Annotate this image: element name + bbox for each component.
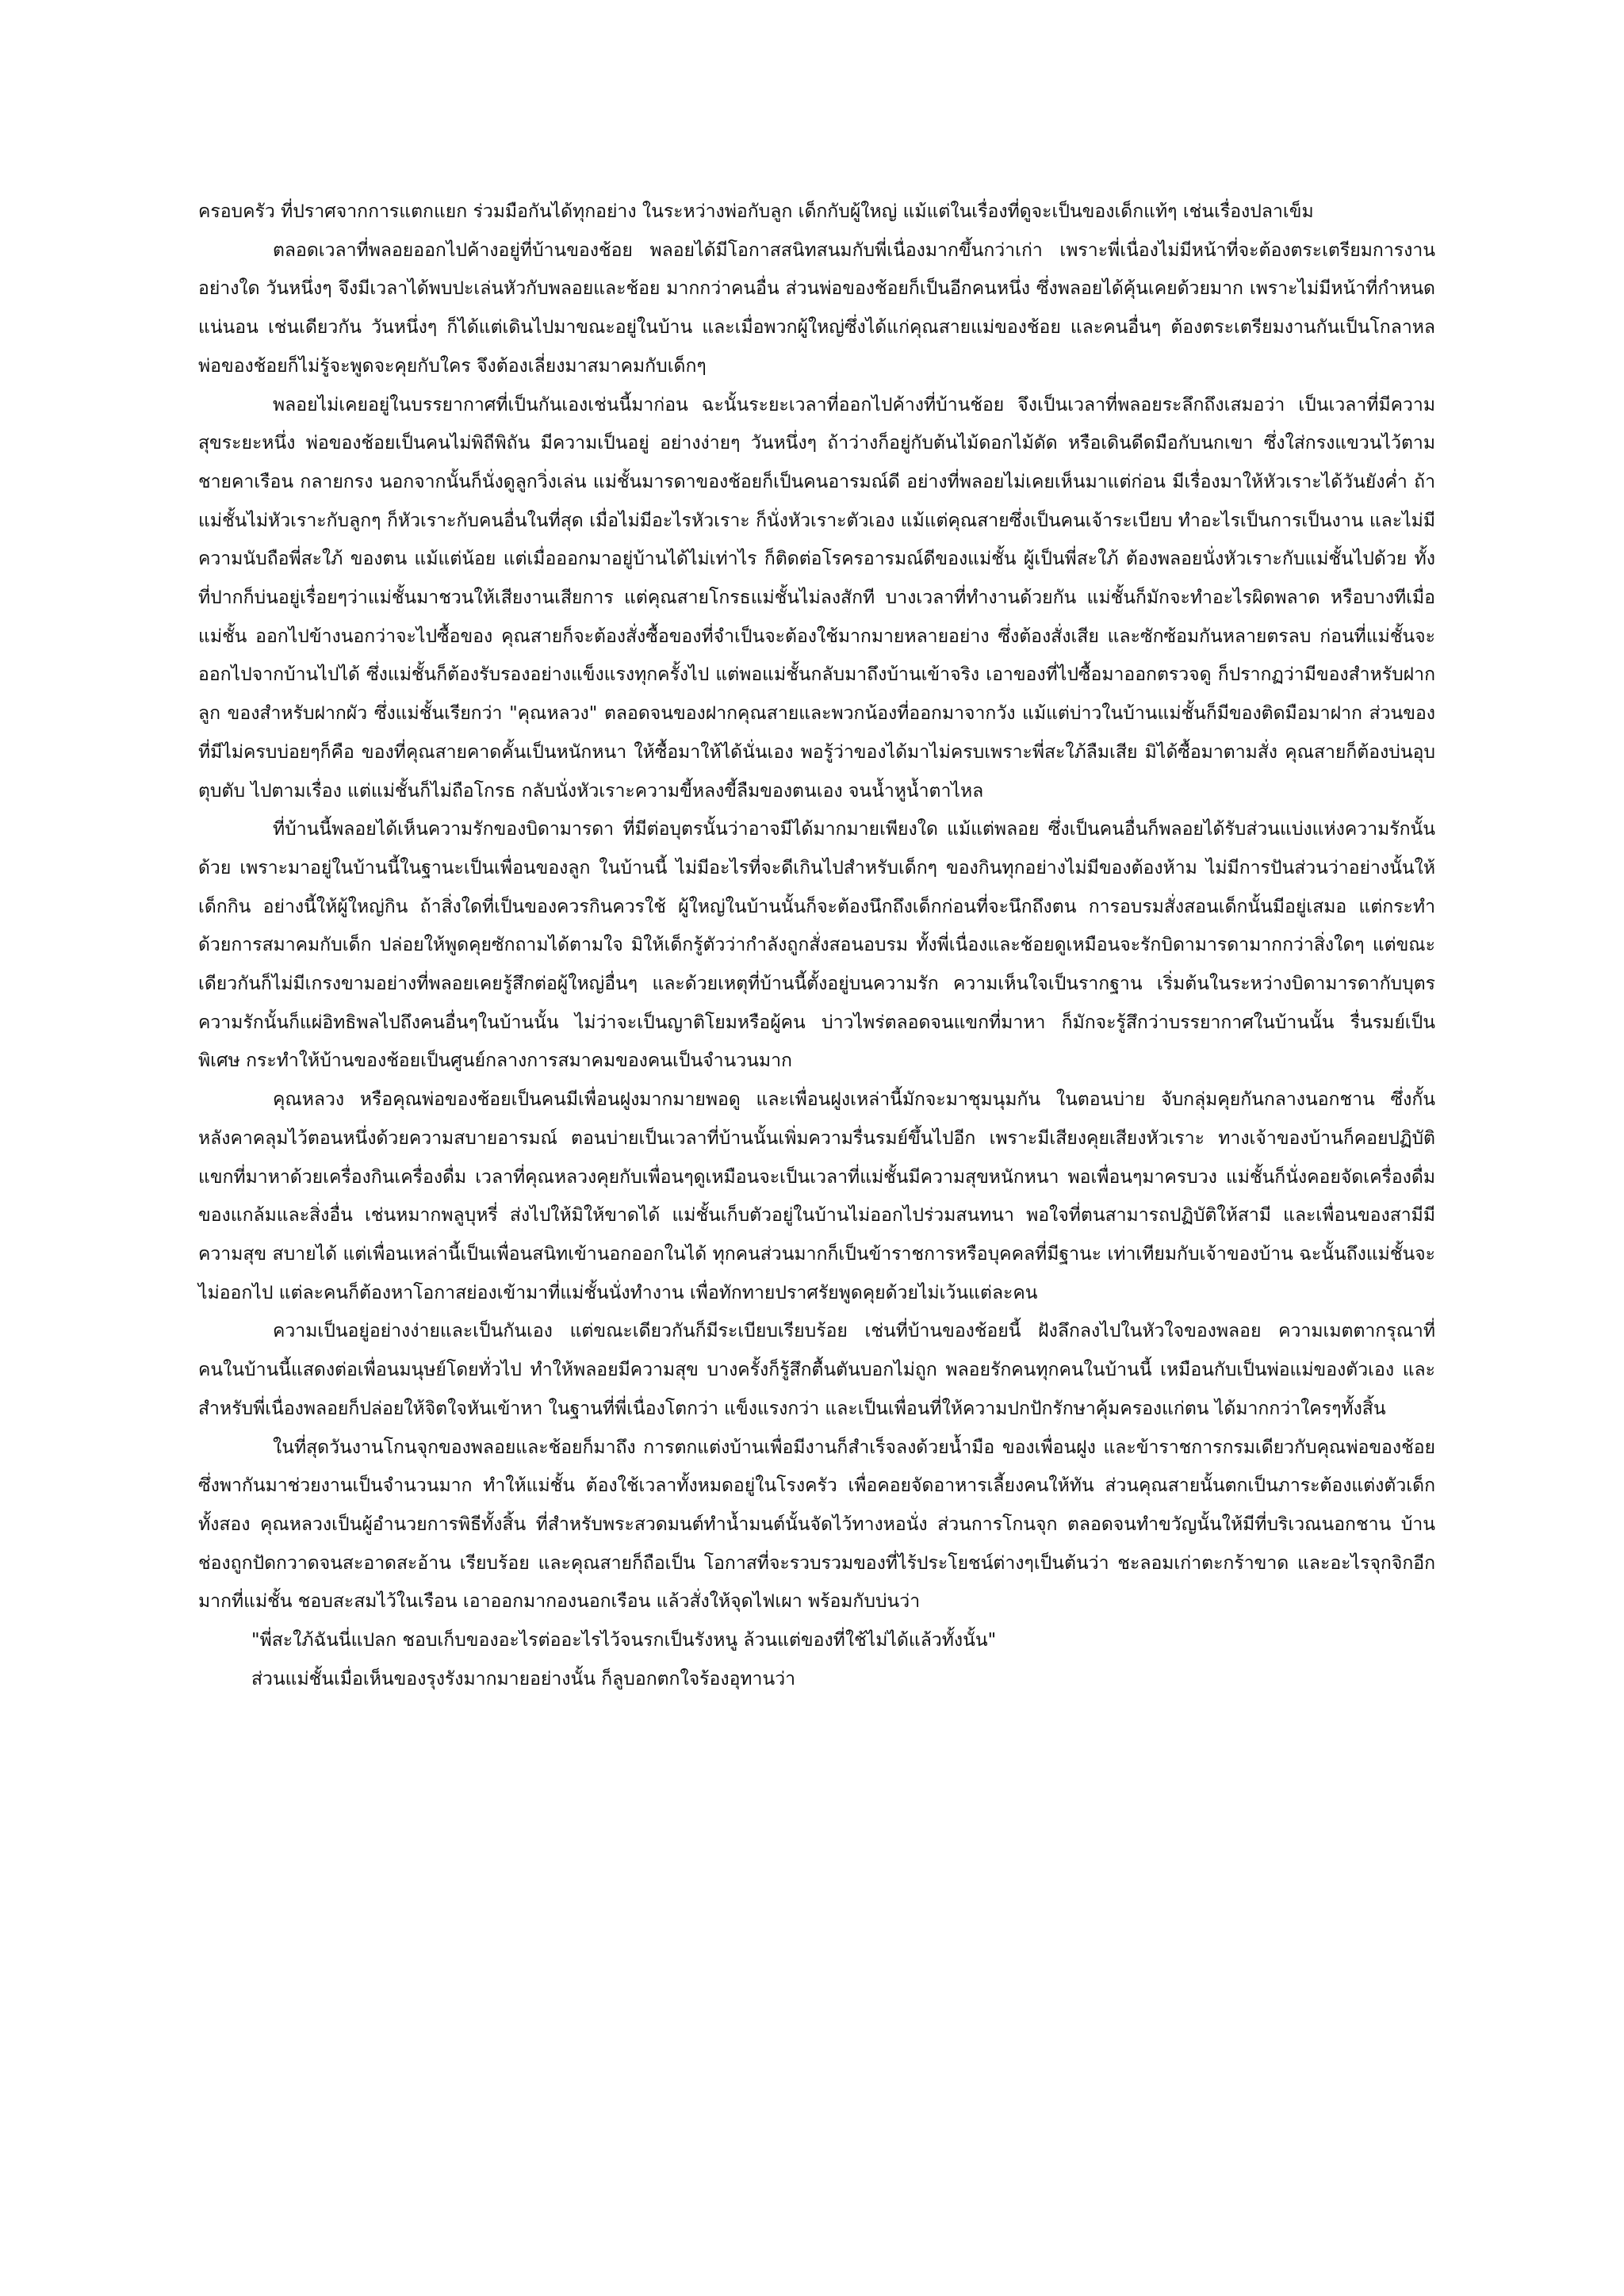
paragraph: คุณหลวง หรือคุณพ่อของช้อยเป็นคนมีเพื่อนฝูงมากมายพอดู และเพื่อนฝูงเหล่านี้มักจะมาชุมนุมกัน ในตอนบ่าย จับกลุ่มคุยกันกลางนอกชาน ซึ่งกั้นหลังคาคลุมไว้ตอนหนึ่งด้วยความสบายอารมณ์ ตอนบ่ายเป็นเวลาที่บ้านนั้นเพิ่มความรื่นรมย์ขึ้นไปอีก เพราะมีเสียงคุยเสียงหัวเราะ ทางเจ้าของบ้านก็คอยปฏิบัติ แขกที่มาหาด้วยเครื่องกินเครื่องดื่ม เวลาที่คุณหลวงคุยกับเพื่อนๆดูเหมือนจะเป็นเวลาที่แม่ชั้นมีความสุขหนักหนา พอเพื่อนๆมาครบวง แม่ชั้นก็นั่งคอยจัดเครื่องดื่มของแกล้มและสิ่งอื่น เช่นหมากพลูบุหรี่ ส่งไปให้มิให้ขาดได้ แม่ชั้นเก็บตัวอยู่ในบ้านไม่ออกไปร่วมสนทนา พอใจที่ตนสามารถปฏิบัติให้สามี และเพื่อนของสามีมีความสุข สบายได้ แต่เพื่อนเหล่านี้เป็นเพื่อนสนิทเข้านอกออกในได้ ทุกคนส่วนมากก็เป็นข้าราชการหรือบุคคลที่มีฐานะ เท่าเทียมกับเจ้าของบ้าน ฉะนั้นถึงแม่ชั้นจะไม่ออกไป แต่ละคนก็ต้องหาโอกาสย่องเข้ามาที่แม่ชั้นนั่งทำงาน เพื่อทักทายปราศรัยพูดคุยด้วยไม่เว้นแต่ละคน (198, 1089, 1435, 1303)
paragraph-continuation: ครอบครัว ที่ปราศจากการแตกแยก ร่วมมือกันได้ทุกอย่าง ในระหว่างพ่อกับลูก เด็กกับผู้ใหญ่ แม้แต่ในเรื่องที่ดูจะเป็นของเด็กแท้ๆ เช่นเรื่องปลาเข็ม (198, 201, 1314, 222)
paragraph: ตลอดเวลาที่พลอยออกไปค้างอยู่ที่บ้านของช้อย พลอยได้มีโอกาสสนิทสนมกับพี่เนื่องมากขึ้นกว่าเก่า เพราะพี่เนื่องไม่มีหน้าที่จะต้องตระเตรียมการงานอย่างใด วันหนึ่งๆ จึงมีเวลาได้พบปะเล่นหัวกับพลอยและช้อย มากกว่าคนอื่น ส่วนพ่อของช้อยก็เป็นอีกคนหนึ่ง ซึ่งพลอยได้คุ้นเคยด้วยมาก เพราะไม่มีหน้าที่กำหนดแน่นอน เช่นเดียวกัน วันหนึ่งๆ ก็ได้แต่เดินไปมาขณะอยู่ในบ้าน และเมื่อพวกผู้ใหญ่ซึ่งได้แก่คุณสายแม่ของช้อย และคนอื่นๆ ต้องตระเตรียมงานกันเป็นโกลาหล พ่อของช้อยก็ไม่รู้จะพูดจะคุยกับใคร จึงต้องเลี่ยงมาสมาคมกับเด็กๆ (198, 239, 1435, 377)
paragraph: พลอยไม่เคยอยู่ในบรรยากาศที่เป็นกันเองเช่นนี้มาก่อน ฉะนั้นระยะเวลาที่ออกไปค้างที่บ้านช้อย จึงเป็นเวลาที่พลอยระลึกถึงเสมอว่า เป็นเวลาที่มีความสุขระยะหนึ่ง พ่อของช้อยเป็นคนไม่พิถีพิถัน มีความเป็นอยู่ อย่างง่ายๆ วันหนึ่งๆ ถ้าว่างก็อยู่กับต้นไม้ดอกไม้ดัด หรือเดินดีดมือกับนกเขา ซึ่งใส่กรงแขวนไว้ตามชายคาเรือน กลายกรง นอกจากนั้นก็นั่งดูลูกวิ่งเล่น แม่ชั้นมารดาของช้อยก็เป็นคนอารมณ์ดี อย่างที่พลอยไม่เคยเห็นมาแต่ก่อน มีเรื่องมาให้หัวเราะได้วันยังค่ำ ถ้าแม่ชั้นไม่หัวเราะกับลูกๆ ก็หัวเราะกับคนอื่นในที่สุด เมื่อไม่มีอะไรหัวเราะ ก็นั่งหัวเราะตัวเอง แม้แต่คุณสายซึ่งเป็นคนเจ้าระเบียบ ทำอะไรเป็นการเป็นงาน และไม่มีความนับถือพี่สะใภ้ ของตน แม้แต่น้อย แต่เมื่อออกมาอยู่บ้านได้ไม่เท่าไร ก็ติดต่อโรครอารมณ์ดีของแม่ชั้น ผู้เป็นพี่สะใภ้ ต้องพลอยนั่งหัวเราะกับแม่ชั้นไปด้วย ทั้งที่ปากก็บ่นอยู่เรื่อยๆว่าแม่ชั้นมาชวนให้เสียงานเสียการ แต่คุณสายโกรธแม่ชั้นไม่ลงสักที บางเวลาที่ทำงานด้วยกัน แม่ชั้นก็มักจะทำอะไรผิดพลาด หรือบางทีเมื่อแม่ชั้น ออกไปข้างนอกว่าจะไปซื้อของ คุณสายก็จะต้องสั่งซื้อของที่จำเป็นจะต้องใช้มากมายหลายอย่าง ซึ่งต้องสั่งเสีย และซักซ้อมกันหลายตรลบ ก่อนที่แม่ชั้นจะออกไปจากบ้านไปได้ ซึ่งแม่ชั้นก็ต้องรับรองอย่างแข็งแรงทุกครั้งไป แต่พอแม่ชั้นกลับมาถึงบ้านเข้าจริง เอาของที่ไปซื้อมาออกตรวจดู ก็ปรากฏว่ามีของสำหรับฝากลูก ของสำหรับฝากผัว ซึ่งแม่ชั้นเรียกว่า "คุณหลวง" ตลอดจนของฝากคุณสายและพวกน้องที่ออกมาจากวัง แม้แต่บ่าวในบ้านแม่ชั้นก็มีของติดมือมาฝาก ส่วนของที่มีไม่ครบบ่อยๆก็คือ ของที่คุณสายคาดคั้นเป็นหนักหนา ให้ซื้อมาให้ได้นั่นเอง พอรู้ว่าของได้มาไม่ครบเพราะพี่สะใภ้ลืมเสีย มิได้ซื้อมาตามสั่ง คุณสายก็ต้องบ่นอุบตุบตับ ไปตามเรื่อง แต่แม่ชั้นก็ไม่ถือโกรธ กลับนั่งหัวเราะความขี้หลงขี้ลืมของตนเอง จนน้ำหูน้ำตาไหล (198, 394, 1435, 802)
body-text (198, 193, 1435, 1698)
paragraph: ที่บ้านนี้พลอยได้เห็นความรักของบิดามารดา ที่มีต่อบุตรนั้นว่าอาจมีได้มากมายเพียงใด แม้แต่พลอย ซึ่งเป็นคนอื่นก็พลอยได้รับส่วนแบ่งแห่งความรักนั้นด้วย เพราะมาอยู่ในบ้านนี้ในฐานะเป็นเพื่อนของลูก ในบ้านนี้ ไม่มีอะไรที่จะดีเกินไปสำหรับเด็กๆ ของกินทุกอย่างไม่มีของต้องห้าม ไม่มีการปันส่วนว่าอย่างนั้นให้เด็กกิน อย่างนี้ให้ผู้ใหญ่กิน ถ้าสิ่งใดที่เป็นของควรกินควรใช้ ผู้ใหญ่ในบ้านนั้นก็จะต้องนึกถึงเด็กก่อนที่จะนึกถึงตน การอบรมสั่งสอนเด็กนั้นมีอยู่เสมอ แต่กระทำด้วยการสมาคมกับเด็ก ปล่อยให้พูดคุยซักถามได้ตามใจ มิให้เด็กรู้ตัวว่ากำลังถูกสั่งสอนอบรม ทั้งพี่เนื่องและช้อยดูเหมือนจะรักบิดามารดามากกว่าสิ่งใดๆ แต่ขณะเดียวกันก็ไม่มีเกรงขามอย่างที่พลอยเคยรู้สึกต่อผู้ใหญ่อื่นๆ และด้วยเหตุที่บ้านนี้ตั้งอยู่บนความรัก ความเห็นใจเป็นรากฐาน เริ่มต้นในระหว่างบิดามารดากับบุตร ความรักนั้นก็แผ่อิทธิพลไปถึงคนอื่นๆในบ้านนั้น ไม่ว่าจะเป็นญาติโยมหรือผู้คน บ่าวไพร่ตลอดจนแขกที่มาหา ก็มักจะรู้สึกว่าบรรยากาศในบ้านนั้น รื่นรมย์เป็นพิเศษ กระทำให้บ้านของช้อยเป็นศูนย์กลางการสมาคมของคนเป็นจำนวนมาก (198, 819, 1435, 1072)
dialogue-quote: "พี่สะใภ้ฉันนี่แปลก ชอบเก็บของอะไรต่ออะไรไว้จนรกเป็นรังหนู ล้วนแต่ของที่ใช้ไม่ได้แล้วทั้งนั้น" (251, 1630, 997, 1651)
paragraph-lead-in: ส่วนแม่ชั้นเมื่อเห็นของรุงรังมากมายอย่างนั้น ก็ลูบอกตกใจร้องอุทานว่า (251, 1668, 796, 1689)
paragraph: ในที่สุดวันงานโกนจุกของพลอยและช้อยก็มาถึง การตกแต่งบ้านเพื่อมีงานก็สำเร็จลงด้วยน้ำมือ ของเพื่อนฝูง และข้าราชการกรมเดียวกับคุณพ่อของช้อย ซึ่งพากันมาช่วยงานเป็นจำนวนมาก ทำให้แม่ชั้น ต้องใช้เวลาทั้งหมดอยู่ในโรงครัว เพื่อคอยจัดอาหารเลี้ยงคนให้ทัน ส่วนคุณสายนั้นตกเป็นภาระต้องแต่งตัวเด็ก ทั้งสอง คุณหลวงเป็นผู้อำนวยการพิธีทั้งสิ้น ที่สำหรับพระสวดมนต์ทำน้ำมนต์นั้นจัดไว้ทางหอนั่ง ส่วนการโกนจุก ตลอดจนทำขวัญนั้นให้มีที่บริเวณนอกชาน บ้านช่องถูกปัดกวาดจนสะอาดสะอ้าน เรียบร้อย และคุณสายก็ถือเป็น โอกาสที่จะรวบรวมของที่ไร้ประโยชน์ต่างๆเป็นต้นว่า ชะลอมเก่าตะกร้าขาด และอะไรจุกจิกอีกมากที่แม่ชั้น ชอบสะสมไว้ในเรือน เอาออกมากองนอกเรือน แล้วสั่งให้จุดไฟเผา พร้อมกับบ่นว่า (198, 1437, 1435, 1613)
paragraph: ความเป็นอยู่อย่างง่ายและเป็นกันเอง แต่ขณะเดียวกันก็มีระเบียบเรียบร้อย เช่นที่บ้านของช้อยนี้ ฝังลึกลงไปในหัวใจของพลอย ความเมตตากรุณาที่คนในบ้านนี้แสดงต่อเพื่อนมนุษย์โดยทั่วไป ทำให้พลอยมีความสุข บางครั้งก็รู้สึกตื้นตันบอกไม่ถูก พลอยรักคนทุกคนในบ้านนี้ เหมือนกับเป็นพ่อแม่ของตัวเอง และสำหรับพี่เนื่องพลอยก็ปล่อยให้จิตใจหันเข้าหา ในฐานที่พี่เนื่องโตกว่า แข็งแรงกว่า และเป็นเพื่อนที่ให้ความปกปักรักษาคุ้มครองแก่ตน ได้มากกว่าใครๆทั้งสิ้น (198, 1321, 1435, 1419)
